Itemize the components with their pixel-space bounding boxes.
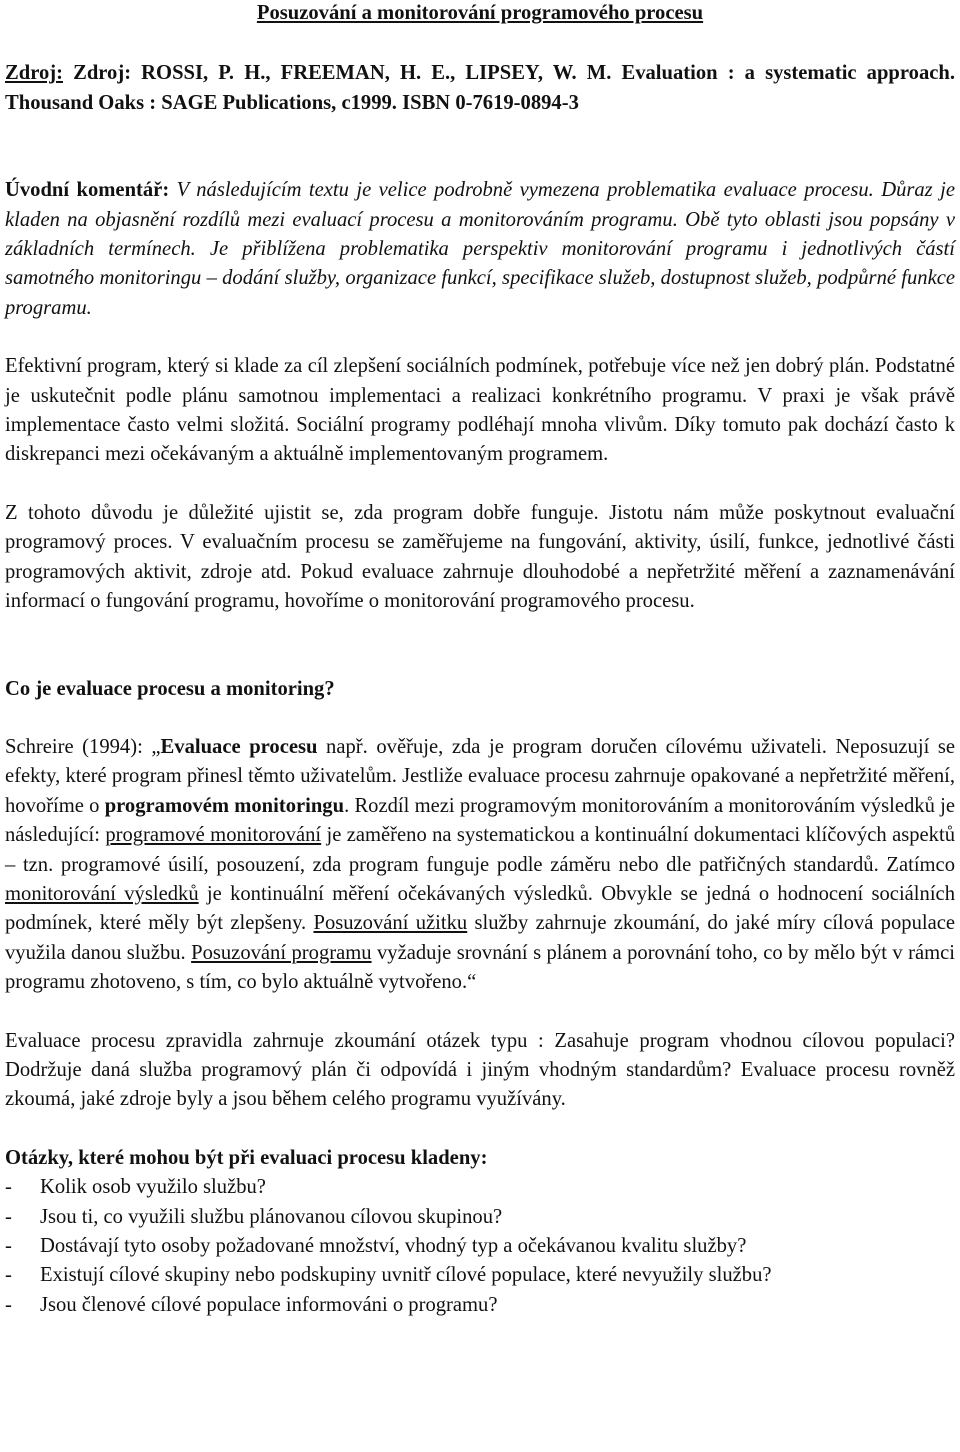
text-run: . Rozdíl mezi programovým monitorováním a monitorováním výsledků je následující: (5, 794, 955, 847)
intro-paragraph (5, 176, 955, 323)
term-program-monitoring-underlined: programové monitorování (105, 824, 322, 847)
list-item-text: Existují cílové skupiny nebo podskupiny uvnitř cílové populace, které nevyužily službu? (40, 1264, 772, 1287)
paragraph-process-questions: Evaluace procesu zpravidla zahrnuje zkoumání otázek typu : Zasahuje program vhodnou cílovou populaci? Dodržuje daná služba programový plán či odpovídá i jiným vhodným standardům? Evaluace procesu rovněž zkoumá, jaké zdroje byly a jsou během celého programu využívány. (5, 1029, 955, 1111)
list-dash: - (5, 1205, 12, 1228)
list-item (5, 1203, 955, 1232)
term-program-monitoring: programovém monitoringu (104, 794, 345, 817)
source-label: Zdroj: (5, 62, 63, 85)
list-item (5, 1232, 955, 1261)
spacer (5, 704, 955, 733)
intro-text: V následujícím textu je velice podrobně vymezena problematika evaluace procesu. Důraz je kladen na objasnění rozdílů mezi evaluací procesu a monitorováním programu. Obě tyto oblasti jsou popsány v základních termínech. Je přiblížena problematika perspektiv monitorování programu i jednotlivých částí samotného monitoringu – dodání služby, organizace funkcí, specifikace služeb, dostupnost služeb, podpůrné funkce programu. (5, 179, 955, 319)
list-dash: - (5, 1176, 12, 1199)
text-run: je zaměřeno na systematickou a kontinuální dokumentaci klíčových aspektů – tzn. programové úsilí, posouzení, zda program funguje podle záměru nebo dle patřičných standardů. Zatímco (5, 824, 955, 876)
list-dash: - (5, 1293, 12, 1316)
paragraph-reason: Z tohoto důvodu je důležité ujistit se, zda program dobře funguje. Jistotu nám může poskytnout evaluační programový proces. V evaluačním procesu se zaměřujeme na fungování, aktivity, úsilí, funkce, jednotlivé části programových aktivit, zdroje atd. Pokud evaluace zahrnuje dlouhodobé a nepřetržité měření a zaznamenávání informací o fungování programu, hovoříme o monitorování programového procesu. (5, 501, 955, 613)
questions-list (5, 1173, 955, 1320)
spacer (5, 28, 955, 59)
list-item-text: Jsou členové cílové populace informováni o programu? (40, 1293, 498, 1316)
text-run: služby zahrnuje zkoumání, do jaké míry cílová populace využila danou službu. (5, 912, 956, 964)
source-text: Zdroj: ROSSI, P. H., FREEMAN, H. E., LIPSEY, W. M. Evaluation : a systematic approach. Thousand Oaks : SAGE Publications, c1999. ISBN 0-7619-0894-3 (5, 62, 955, 114)
list-item (5, 1261, 955, 1290)
intro-label: Úvodní komentář: (5, 179, 170, 202)
heading-questions: Otázky, které mohou být při evaluaci procesu kladeny: (5, 1146, 488, 1169)
list-dash: - (5, 1235, 12, 1257)
list-dash: - (5, 1264, 12, 1287)
text-run: Schreire (1994): „ (5, 735, 161, 758)
spacer (5, 617, 955, 675)
text-run: vyžaduje srovnání s plánem a porovnání toho, co by mělo být v rámci programu zhotoveno, s tím, co bylo aktuálně vytvořeno.“ (5, 941, 955, 994)
term-outcome-monitoring: monitorování výsledků (5, 882, 199, 905)
heading-what-is-evaluation: Co je evaluace procesu a monitoring? (5, 677, 335, 700)
text-run: je kontinuální měření očekávaných výsledků. Obvykle se jedná o hodnocení sociálních podmínek, které měly být zlepšeny. (5, 882, 955, 935)
term-utility-assessment: Posuzování užitku (313, 912, 468, 935)
source-paragraph (5, 59, 955, 118)
document-page (5, 0, 955, 1320)
term-evaluation-process: Evaluace procesu (160, 735, 318, 758)
spacer (5, 470, 955, 499)
paragraph-effective-program: Efektivní program, který si klade za cíl zlepšení sociálních podmínek, potřebuje více než jen dobrý plán. Podstatné je uskutečnit podle plánu samotnou implementaci a realizaci konkrétního programu. V praxi je však právě implementace často velmi složitá. Sociální programy podléhají mnoha vlivům. Díky tomuto pak dochází často k diskrepanci mezi očekávaným a aktuálně implementovaným programem. (5, 355, 955, 466)
document-title: Posuzování a monitorování programového procesu (256, 2, 704, 24)
list-item (5, 1173, 955, 1202)
list-item-text: Jsou ti, co využili službu plánovanou cílovou skupinou? (40, 1205, 503, 1228)
spacer (5, 323, 955, 352)
spacer (5, 118, 955, 176)
term-program-assessment: Posuzování programu (191, 941, 372, 964)
list-item-text: Dostávají tyto osoby požadované množství, vhodný typ a očekávanou kvalitu služby? (40, 1235, 747, 1257)
spacer (5, 1115, 955, 1144)
paragraph-schreire (5, 733, 955, 998)
list-item (5, 1291, 955, 1320)
text-run: např. ověřuje, zda je program doručen cílovému uživateli. Neposuzují se efekty, které program přinesl těmto uživatelům. Jestliže evaluace procesu zahrnuje opakované a nepřetržité měření, hovoříme o (5, 735, 956, 817)
spacer (5, 998, 955, 1027)
list-item-text: Kolik osob využilo službu? (40, 1176, 266, 1199)
